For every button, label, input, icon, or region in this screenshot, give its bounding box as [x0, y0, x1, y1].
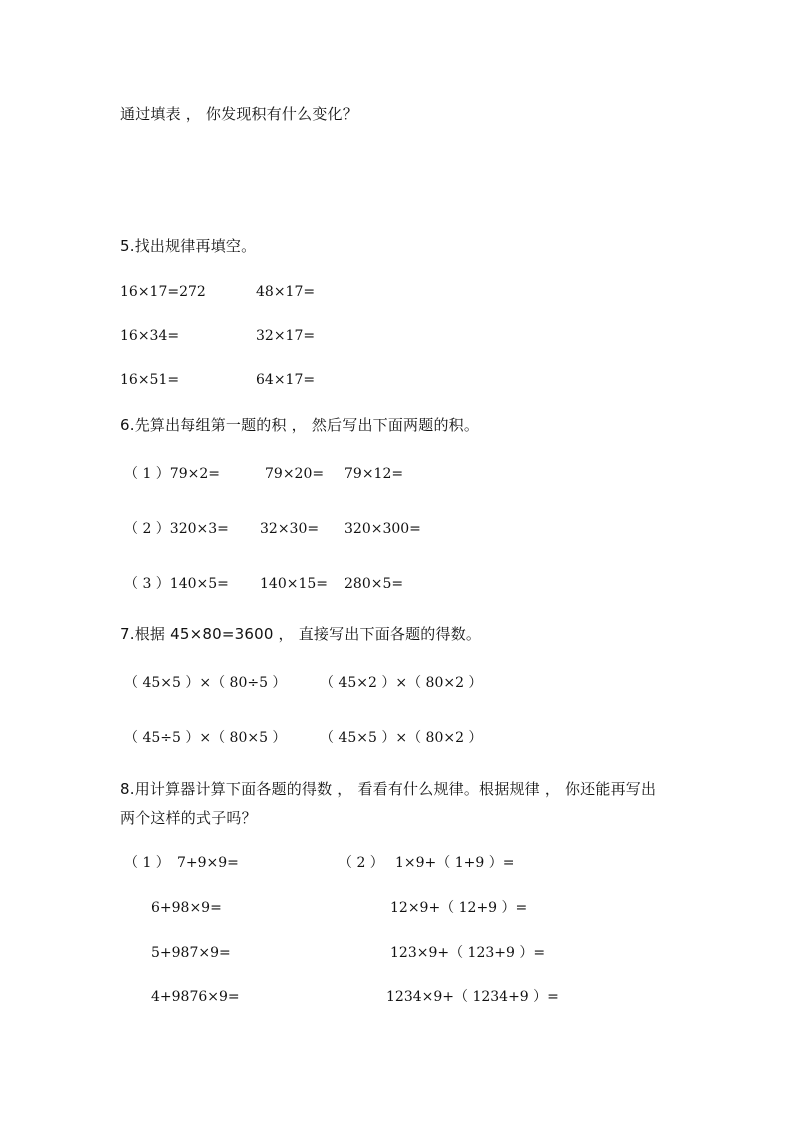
- q6-group3-second: 140×15=: [260, 576, 328, 592]
- q7-title: 7.根据 45×80=3600 ， 直接写出下面各题的得数。: [120, 625, 482, 643]
- q6-group2-second: 32×30=: [260, 521, 320, 537]
- q8-group2-item3: 123×9+（ 123+9 ）=: [390, 945, 546, 961]
- q8-group2-item1: 1×9+（ 1+9 ）=: [395, 855, 515, 871]
- q6-group1-third: 79×12=: [344, 466, 404, 482]
- q6-group3-third: 280×5=: [344, 576, 404, 592]
- q7-row1-right: （ 45×2 ）×（ 80×2 ）: [320, 675, 483, 691]
- q5-title: 5.找出规律再填空。: [120, 237, 257, 255]
- q5-row1-left: 16×17=272: [120, 284, 206, 300]
- q8-group1-item1: 7+9×9=: [177, 855, 239, 871]
- q8-title-line1: 8.用计算器计算下面各题的得数 ， 看看有什么规律。根据规律 ， 你还能再写出: [120, 780, 657, 798]
- q6-group2-first: （ 2 ）320×3=: [124, 521, 229, 537]
- q6-title: 6.先算出每组第一题的积 ， 然后写出下面两题的积。: [120, 416, 480, 434]
- q8-group2-label: （ 2 ）: [338, 855, 384, 871]
- q8-title-line2: 两个这样的式子吗？: [120, 809, 257, 827]
- q5-row2-left: 16×34=: [120, 328, 180, 344]
- q5-row3-right: 64×17=: [256, 372, 316, 388]
- q5-row3-left: 16×51=: [120, 372, 180, 388]
- q7-row2-right: （ 45×5 ）×（ 80×2 ）: [320, 730, 483, 746]
- q5-row2-right: 32×17=: [256, 328, 316, 344]
- q8-group1-item2: 6+98×9=: [151, 900, 222, 916]
- q6-group2-third: 320×300=: [344, 521, 421, 537]
- q6-group1-first: （ 1 ）79×2=: [124, 466, 220, 482]
- q7-row1-left: （ 45×5 ）×（ 80÷5 ）: [124, 675, 287, 691]
- q8-group1-label: （ 1 ）: [124, 855, 170, 871]
- q7-row2-left: （ 45÷5 ）×（ 80×5 ）: [124, 730, 287, 746]
- q5-row1-right: 48×17=: [256, 284, 316, 300]
- q8-group1-item3: 5+987×9=: [151, 945, 231, 961]
- q6-group1-second: 79×20=: [265, 466, 325, 482]
- q8-group1-item4: 4+9876×9=: [151, 989, 240, 1005]
- q8-group2-item2: 12×9+（ 12+9 ）=: [390, 900, 528, 916]
- q8-group2-item4: 1234×9+（ 1234+9 ）=: [386, 989, 559, 1005]
- q6-group3-first: （ 3 ）140×5=: [124, 576, 229, 592]
- q4-prompt: 通过填表 ， 你发现积有什么变化？: [120, 105, 358, 123]
